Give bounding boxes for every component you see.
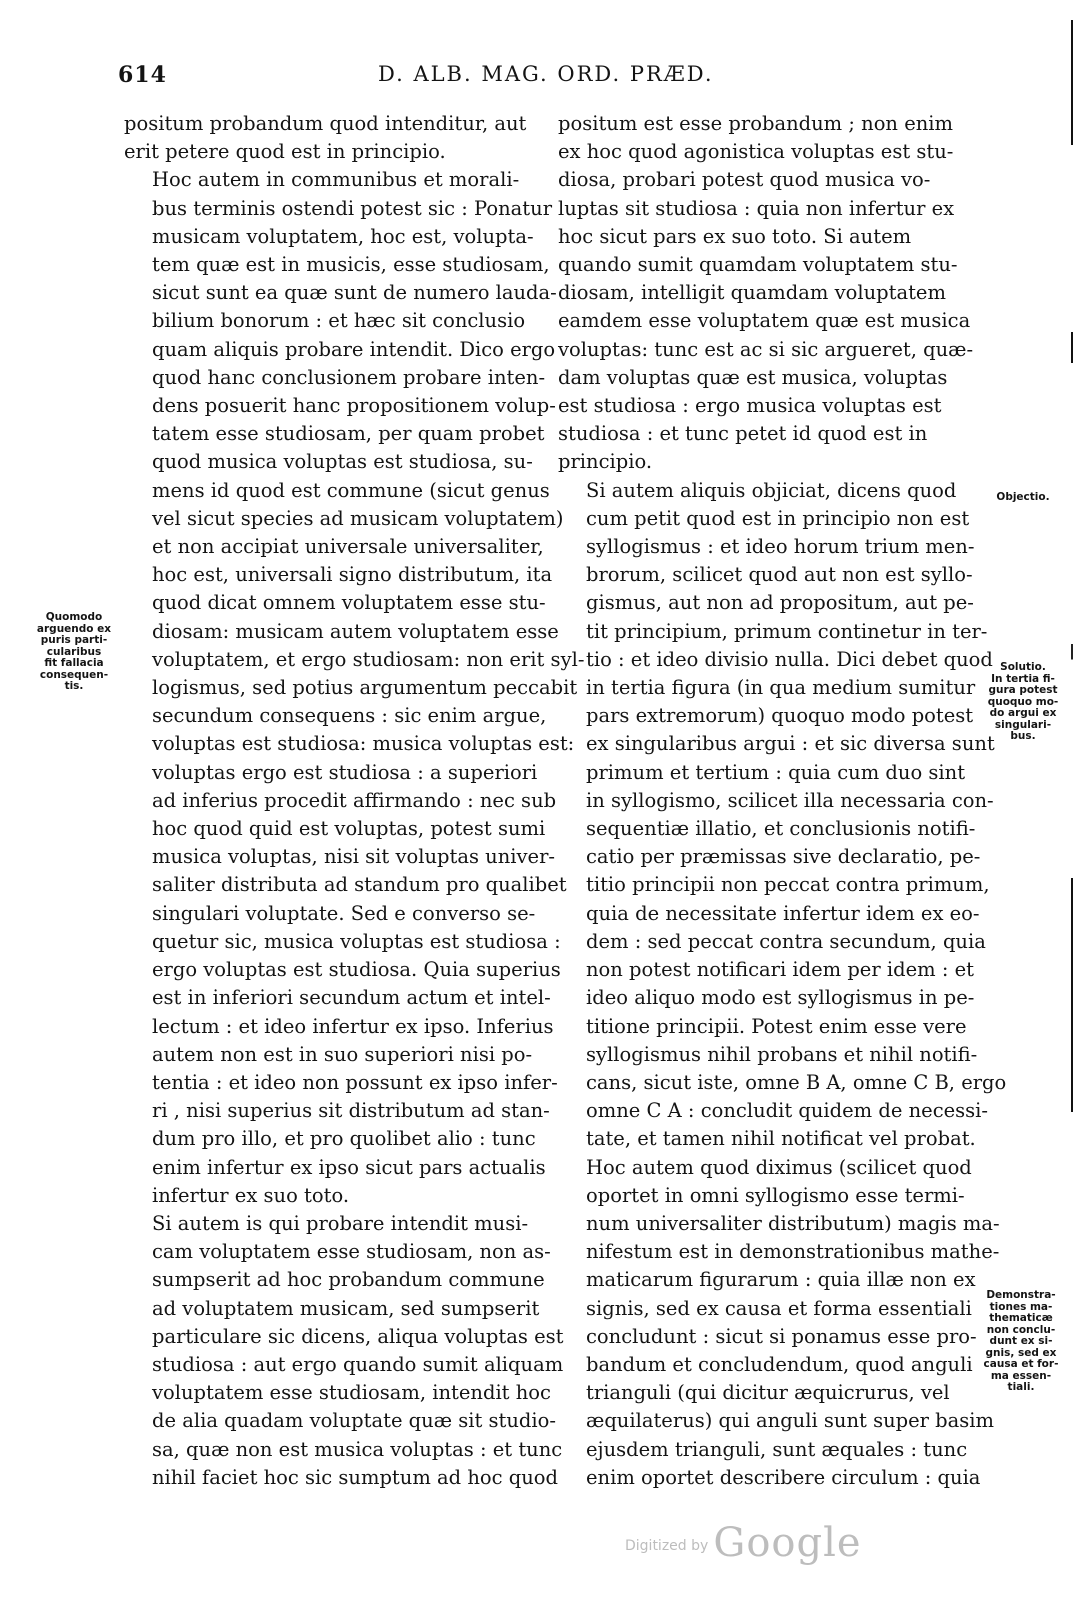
text-line: quia de necessitate infertur idem ex eo- bbox=[586, 901, 980, 925]
text-line: diosam: musicam autem voluptatem esse bbox=[152, 619, 559, 643]
margin-note-demonstrationes: Demonstra- tiones ma- thematicæ non conclu- dunt ex si- gnis, sed ex causa et for- ma essen- tiali. bbox=[983, 1289, 1059, 1393]
text-line: sa, quæ non est musica voluptas : et tunc bbox=[152, 1437, 563, 1461]
text-line: voluptas ergo est studiosa : a superiori bbox=[152, 760, 538, 784]
text-line: ri , nisi superius sit distributum ad stan- bbox=[152, 1099, 550, 1123]
text-line: pars extremorum) quoquo modo potest bbox=[586, 704, 974, 728]
text-line: sicut sunt ea quæ sunt de numero lauda- bbox=[152, 281, 557, 305]
text-line: cam voluptatem esse studiosam, non as- bbox=[152, 1240, 551, 1264]
text-line: quando sumit quamdam voluptatem stu- bbox=[558, 253, 958, 277]
margin-note-objectio: Objectio. bbox=[996, 491, 1050, 503]
text-line: bilium bonorum : et hæc sit conclusio bbox=[152, 309, 526, 333]
text-line: studiosa : aut ergo quando sumit aliquam bbox=[152, 1352, 564, 1376]
paragraph bbox=[558, 110, 974, 477]
text-line: syllogismus : et ideo horum trium men- bbox=[586, 535, 975, 559]
right-column bbox=[558, 110, 1007, 1492]
text-line: tatem esse studiosam, per quam probet bbox=[152, 422, 545, 446]
text-line: num universaliter distributum) magis ma- bbox=[586, 1211, 1000, 1235]
text-line: quod musica voluptas est studiosa, su- bbox=[152, 450, 533, 474]
text-line: diosa, probari potest quod musica vo- bbox=[558, 168, 931, 192]
text-line: diosam, intelligit quamdam voluptatem bbox=[558, 281, 946, 305]
text-line: positum est esse probandum ; non enim bbox=[558, 112, 954, 135]
text-line: tit principium, primum continetur in ter- bbox=[586, 619, 988, 643]
paragraph bbox=[558, 1154, 1000, 1492]
text-line: hoc quod quid est voluptas, potest sumi bbox=[152, 817, 546, 841]
text-line: hoc est, universali signo distributum, ita bbox=[152, 563, 553, 587]
text-line: positum probandum quod intenditur, aut bbox=[124, 112, 527, 135]
text-line: oportet in omni syllogismo esse termi- bbox=[586, 1183, 965, 1207]
text-line: musicam voluptatem, hoc est, volupta- bbox=[152, 224, 534, 248]
text-line: Si autem aliquis objiciat, dicens quod bbox=[586, 478, 957, 502]
text-line: ergo voluptas est studiosa. Quia superius bbox=[152, 958, 561, 982]
text-line: infertur ex suo toto. bbox=[152, 1183, 350, 1207]
margin-note-solutio: Solutio. In tertia fi- gura potest quoquo mo- do argui ex singulari- bus. bbox=[987, 661, 1059, 742]
text-line: nifestum est in demonstrationibus mathe- bbox=[586, 1240, 1000, 1264]
text-line: sequentiæ illatio, et conclusionis notifi- bbox=[586, 817, 976, 841]
text-line: musica voluptas, nisi sit voluptas univer- bbox=[152, 845, 555, 869]
text-line: trianguli (qui dicitur æquicrurus, vel bbox=[586, 1381, 950, 1405]
text-line: mens id quod est commune (sicut genus bbox=[152, 478, 550, 502]
text-line: lectum : et ideo infertur ex ipso. Inferius bbox=[152, 1014, 554, 1038]
text-line: bandum et concludendum, quod anguli bbox=[586, 1352, 973, 1376]
text-line: ad voluptatem musicam, sed sumpserit bbox=[152, 1296, 540, 1320]
text-line: dum pro illo, et pro quolibet alio : tunc bbox=[152, 1127, 536, 1151]
text-line: enim oportet describere circulum : quia bbox=[586, 1465, 981, 1489]
text-line: cans, sicut iste, omne B A, omne C B, ergo bbox=[586, 1070, 1007, 1094]
text-line: æquilaterus) qui anguli sunt super basim bbox=[586, 1409, 995, 1433]
text-line: Hoc autem in communibus et morali- bbox=[152, 168, 520, 192]
text-line: studiosa : et tunc petet id quod est in bbox=[558, 422, 928, 446]
text-line: quam aliquis probare intendit. Dico ergo bbox=[152, 337, 556, 361]
text-line: quod hanc conclusionem probare inten- bbox=[152, 365, 546, 389]
text-line: principio. bbox=[558, 450, 653, 474]
text-line: titio principii non peccat contra primum, bbox=[586, 873, 990, 897]
text-line: signis, sed ex causa et forma essentiali bbox=[586, 1296, 972, 1320]
text-line: dam voluptas quæ est musica, voluptas bbox=[558, 365, 948, 389]
text-line: ejusdem trianguli, sunt æquales : tunc bbox=[586, 1437, 968, 1461]
margin-note-quomodo: Quomodo arguendo ex puris parti- cularibus fit fallacia consequen- tis. bbox=[36, 611, 112, 692]
left-column bbox=[124, 110, 585, 1492]
text-line: dem : sed peccat contra secundum, quia bbox=[586, 929, 986, 953]
text-line: autem non est in suo superiori nisi po- bbox=[152, 1042, 533, 1066]
text-line: sumpserit ad hoc probandum commune bbox=[152, 1268, 545, 1292]
running-title: D. ALB. MAG. ORD. PRÆD. bbox=[378, 62, 714, 86]
digitized-by-google-stamp bbox=[625, 1520, 862, 1570]
text-line: cum petit quod est in principio non est bbox=[586, 506, 970, 530]
text-line: titione principii. Potest enim esse vere bbox=[586, 1014, 967, 1038]
text-line: voluptatem esse studiosam, intendit hoc bbox=[152, 1381, 551, 1405]
text-line: brorum, scilicet quod aut non est syllo- bbox=[586, 563, 973, 587]
text-line: non potest notificari idem per idem : et bbox=[586, 958, 974, 982]
text-line: quetur sic, musica voluptas est studiosa : bbox=[152, 929, 561, 953]
text-line: in tertia figura (in qua medium sumitur bbox=[586, 676, 976, 700]
text-line: voluptas est studiosa: musica voluptas est: bbox=[152, 732, 575, 756]
text-line: particulare sic dicens, aliqua voluptas est bbox=[152, 1324, 564, 1348]
scan-edge-line bbox=[1071, 20, 1073, 1580]
text-line: catio per præmissas sive declaratio, pe- bbox=[586, 845, 981, 869]
text-line: secundum consequens : sic enim argue, bbox=[152, 704, 547, 728]
text-line: erit petere quod est in principio. bbox=[124, 140, 446, 164]
text-line: et non accipiat universale universaliter, bbox=[152, 535, 544, 559]
text-line: ad inferius procedit affirmando : nec sub bbox=[152, 788, 557, 812]
text-line: ideo aliquo modo est syllogismus in pe- bbox=[586, 986, 975, 1010]
text-line: tem quæ est in musicis, esse studiosam, bbox=[152, 253, 550, 277]
text-line: syllogismus nihil probans et nihil notifi- bbox=[586, 1042, 978, 1066]
text-line: bus terminis ostendi potest sic : Ponatur bbox=[152, 196, 553, 220]
google-logo-text: Google bbox=[713, 1520, 862, 1566]
text-line: ex hoc quod agonistica voluptas est stu- bbox=[558, 140, 954, 164]
text-line: Si autem is qui probare intendit musi- bbox=[152, 1211, 529, 1235]
paragraph bbox=[124, 110, 534, 166]
text-line: concludunt : sicut si ponamus esse pro- bbox=[586, 1324, 977, 1348]
text-line: in syllogismo, scilicet illa necessaria con- bbox=[586, 788, 994, 812]
paragraph bbox=[558, 477, 1007, 1154]
text-line: tentia : et ideo non possunt ex ipso infer- bbox=[152, 1070, 558, 1094]
text-line: est in inferiori secundum actum et intel- bbox=[152, 986, 551, 1010]
text-line: ex singularibus argui : et sic diversa sunt bbox=[586, 732, 995, 756]
text-line: logismus, sed potius argumentum peccabit bbox=[152, 676, 578, 700]
text-line: omne C A : concludit quidem de necessi- bbox=[586, 1099, 988, 1123]
paragraph bbox=[124, 166, 585, 1210]
text-line: luptas sit studiosa : quia non infertur ex bbox=[558, 196, 955, 220]
page-header bbox=[118, 62, 968, 96]
text-line: enim infertur ex ipso sicut pars actualis bbox=[152, 1155, 546, 1179]
text-line: quod dicat omnem voluptatem esse stu- bbox=[152, 591, 546, 615]
text-line: primum et tertium : quia cum duo sint bbox=[586, 760, 966, 784]
text-line: voluptas: tunc est ac si sic argueret, quæ- bbox=[558, 337, 974, 361]
text-line: tio : et ideo divisio nulla. Dici debet quod bbox=[586, 647, 993, 671]
text-line: hoc sicut pars ex suo toto. Si autem bbox=[558, 224, 912, 248]
text-line: tate, et tamen nihil notificat vel probat. bbox=[586, 1127, 976, 1151]
text-line: saliter distributa ad standum pro qualibet bbox=[152, 873, 567, 897]
text-line: voluptatem, et ergo studiosam: non erit syl- bbox=[152, 647, 585, 671]
text-line: est studiosa : ergo musica voluptas est bbox=[558, 394, 942, 418]
text-line: gismus, aut non ad propositum, aut pe- bbox=[586, 591, 974, 615]
text-line: singulari voluptate. Sed e converso se- bbox=[152, 901, 536, 925]
paragraph bbox=[124, 1210, 564, 1492]
text-line: vel sicut species ad musicam voluptatem) bbox=[152, 506, 564, 530]
text-line: eamdem esse voluptatem quæ est musica bbox=[558, 309, 971, 333]
text-line: Hoc autem quod diximus (scilicet quod bbox=[586, 1155, 972, 1179]
text-line: de alia quadam voluptate quæ sit studio- bbox=[152, 1409, 556, 1433]
digitized-by-label: Digitized by bbox=[625, 1538, 709, 1554]
text-line: maticarum figurarum : quia illæ non ex bbox=[586, 1268, 976, 1292]
page-number: 614 bbox=[118, 62, 167, 88]
text-line: nihil faciet hoc sic sumptum ad hoc quod bbox=[152, 1465, 558, 1489]
text-line: dens posuerit hanc propositionem volup- bbox=[152, 394, 556, 418]
